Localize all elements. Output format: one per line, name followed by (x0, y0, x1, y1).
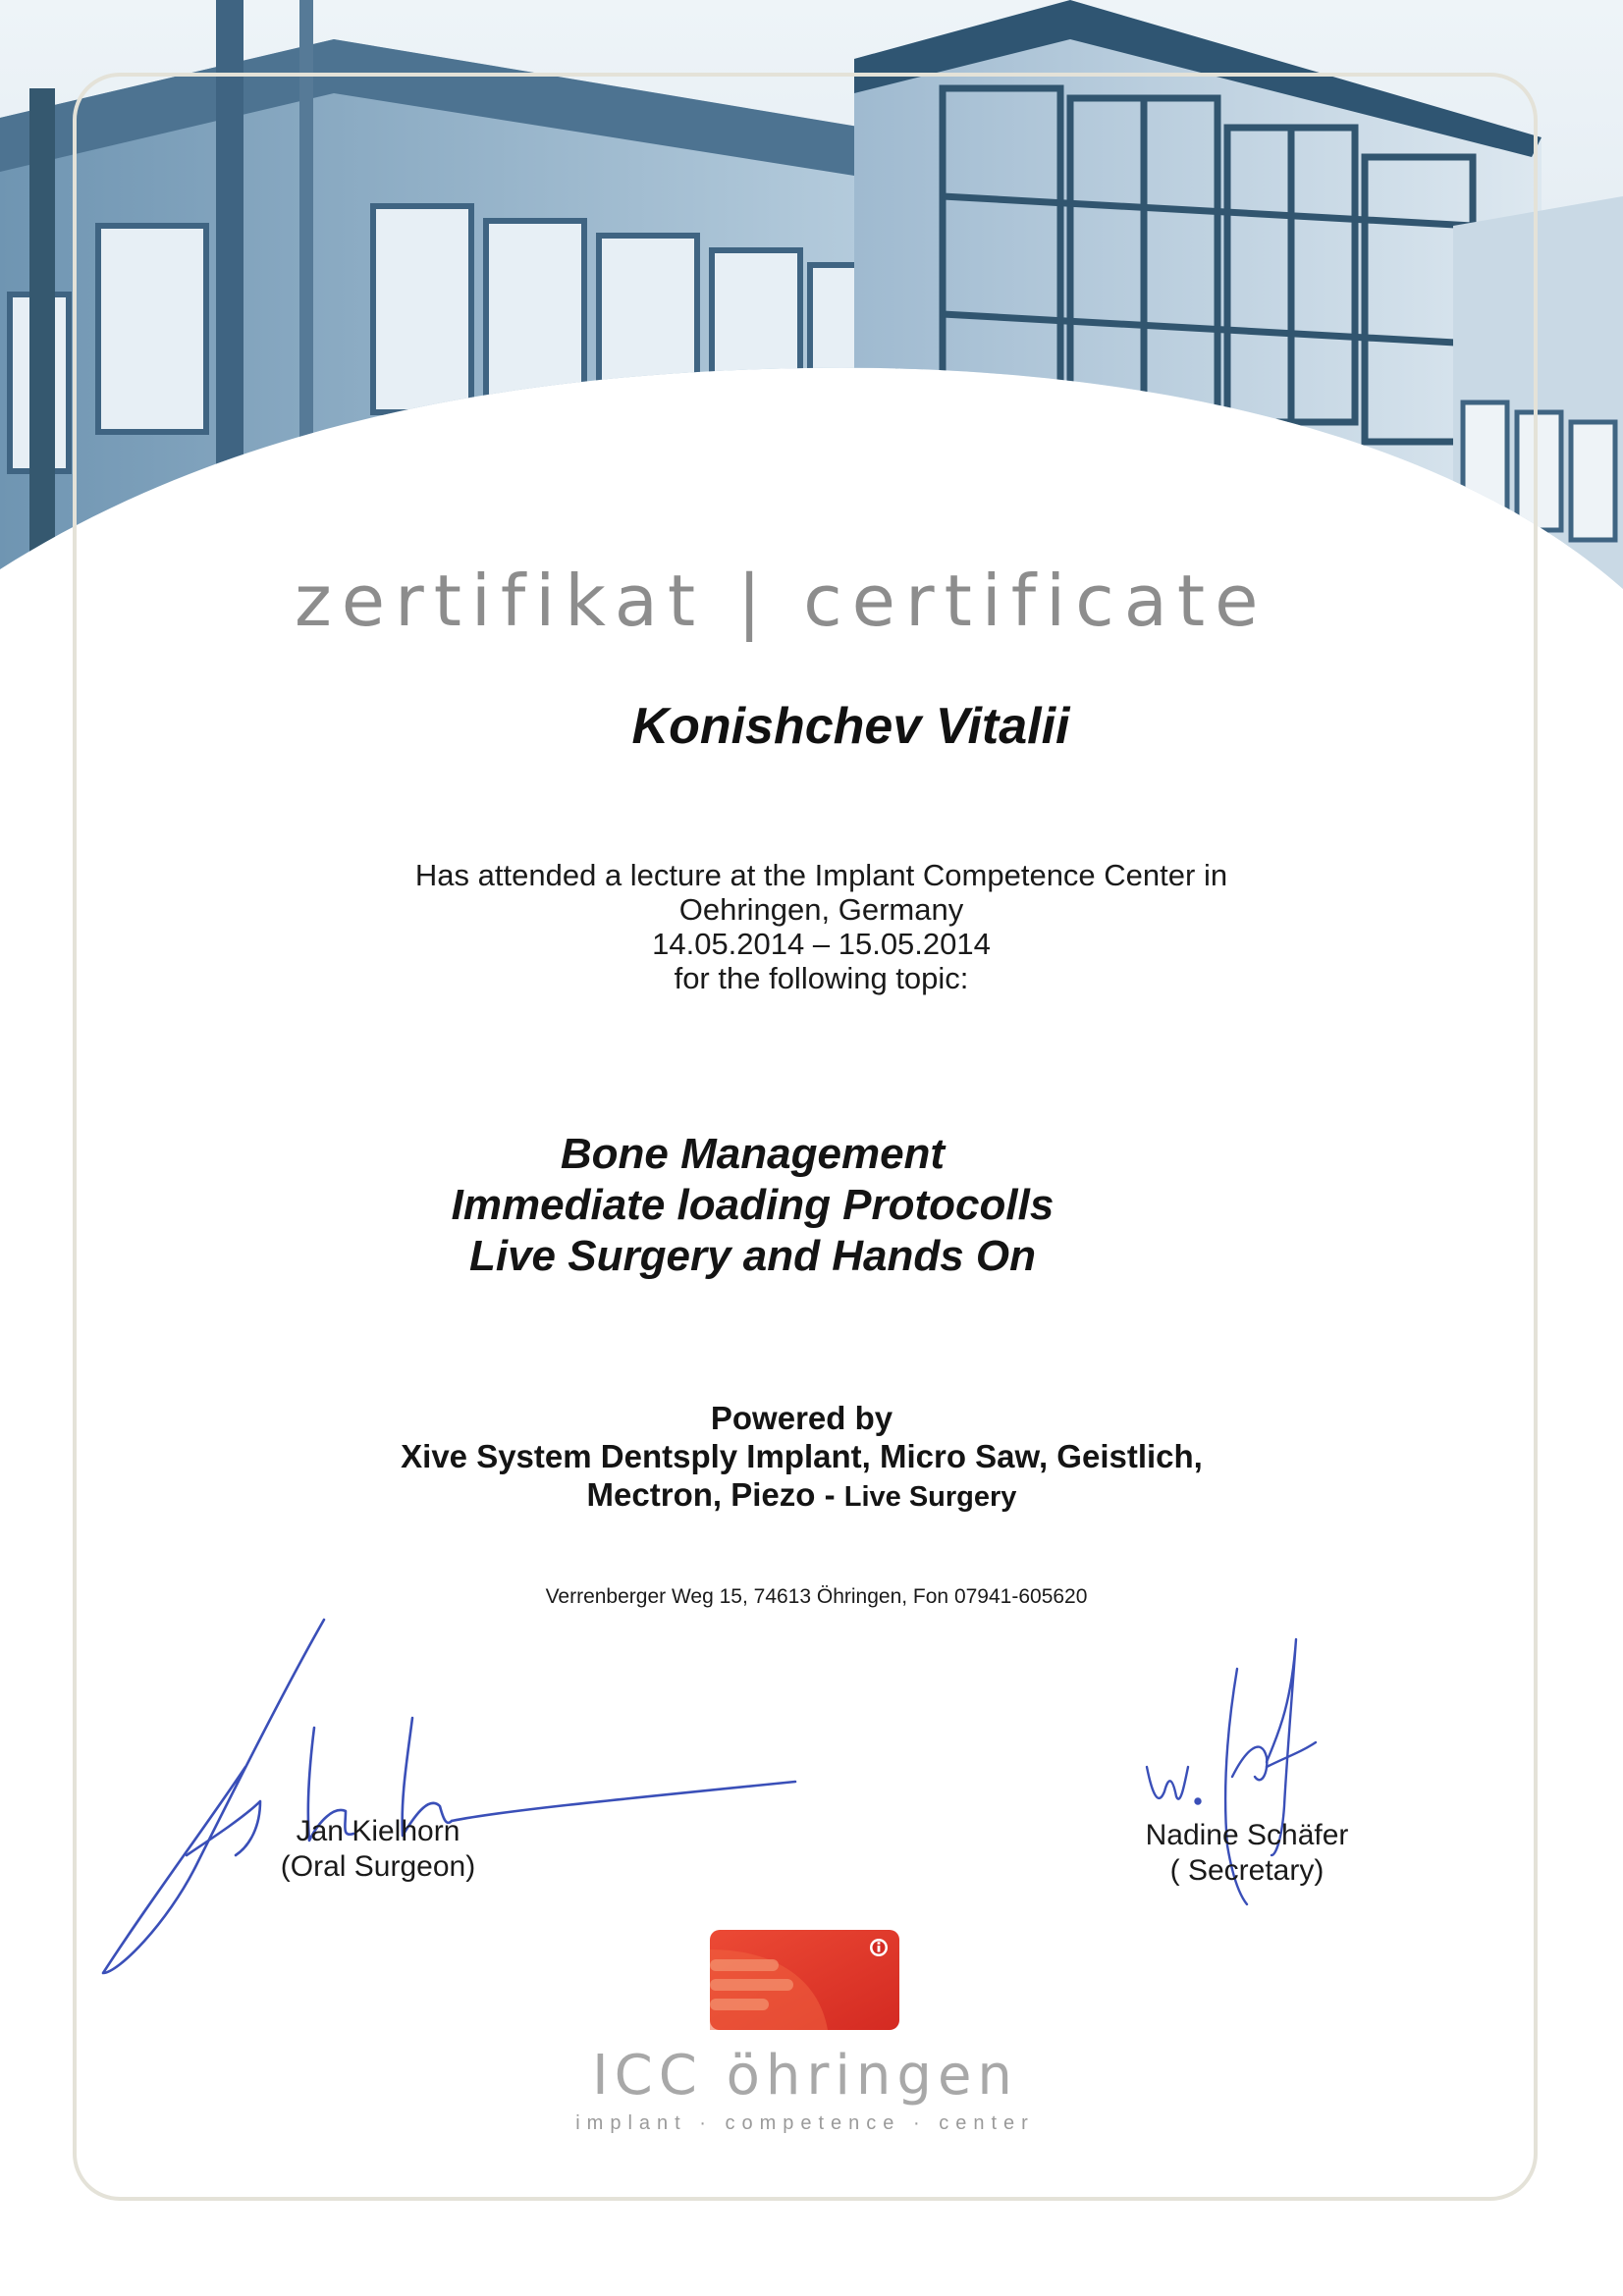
attendance-text (10, 858, 1623, 995)
attendance-line-2: Oehringen, Germany (678, 892, 964, 927)
recipient-name: Konishchev Vitalii (631, 698, 1070, 755)
signer-left-name: Jan Kielhorn (296, 1815, 460, 1847)
signer-left-role: (Oral Surgeon) (280, 1850, 476, 1883)
sponsor-line-2-main: Mectron, Piezo - (586, 1476, 836, 1513)
signer-left (265, 1814, 491, 1885)
signature-left (88, 1610, 815, 1983)
certificate-title: zertifikat | certificate (295, 560, 1269, 642)
signer-right (1119, 1818, 1375, 1889)
signer-right-name: Nadine Schäfer (1145, 1819, 1349, 1851)
powered-by-heading: Powered by (710, 1400, 893, 1436)
sponsor-line-2 (0, 1475, 1613, 1517)
topic-item: Bone Management (560, 1130, 946, 1178)
attendance-line-4: for the following topic: (674, 961, 969, 995)
powered-by-section (0, 1399, 1613, 1517)
signer-right-role: ( Secretary) (1169, 1854, 1325, 1887)
sponsor-line-2-suffix: Live Surgery (843, 1481, 1017, 1513)
attendance-dates: 14.05.2014 – 15.05.2014 (652, 927, 991, 961)
attendance-line-1: Has attended a lecture at the Implant Competence Center in (414, 858, 1228, 892)
icc-logo-tagline: implant · competence · center (575, 2112, 1035, 2134)
icc-logo-card (710, 1930, 899, 2030)
sponsor-line-1: Xive System Dentsply Implant, Micro Saw, Geistlich, (401, 1438, 1203, 1474)
topic-item: Immediate loading Protocolls (451, 1181, 1055, 1229)
topic-list (0, 1129, 1564, 1282)
topic-item: Live Surgery and Hands On (468, 1232, 1037, 1280)
icc-logo-text: ICC öhringen (592, 2044, 1018, 2108)
address-line: Verrenberger Weg 15, 74613 Öhringen, Fon 07941-605620 (545, 1585, 1088, 1608)
